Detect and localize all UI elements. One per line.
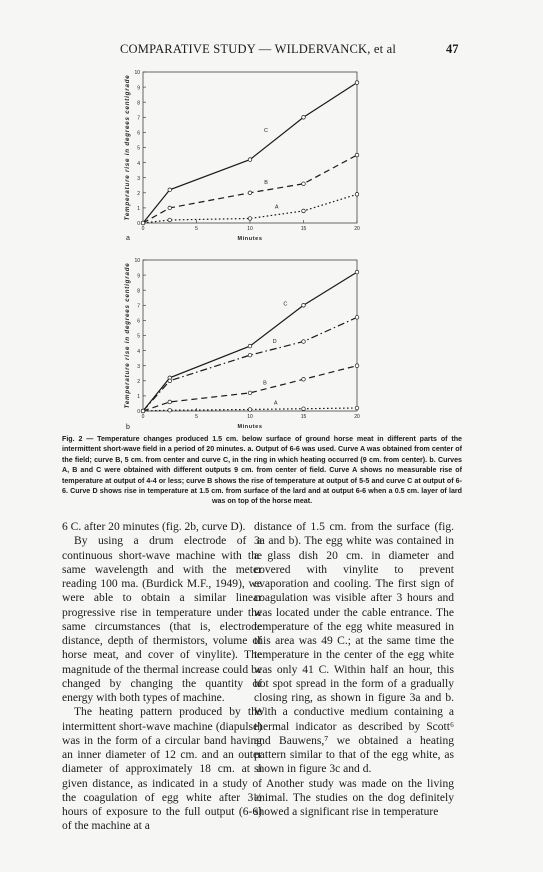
series-label: D: [272, 338, 277, 345]
y-tick-label: 2: [137, 379, 140, 385]
data-point: [355, 406, 359, 410]
data-point: [168, 188, 172, 192]
x-axis-label: Minutes: [237, 236, 263, 242]
figure-2a-chart: [0, 60, 543, 250]
page-number: 47: [446, 42, 459, 56]
x-tick-label: 10: [247, 414, 253, 420]
series-line-B: [143, 155, 357, 223]
figure-caption: Fig. 2 — Temperature changes produced 1.5 cm. below surface of ground horse meat in different parts of the intermittent short-wave field in a period of 20 minutes. a. Output of 6-6 was used. Curve A was obtained from center of the field; curve B, 5 cm. from center and curve C, in the ring in which heating occurred (9 cm. from center). b. Curves A, B and C were obtained with different outputs 9 cm. from center of field. Curve A shows no measurable rise of temperature at output of 4-4 or less; curve B shows the rise of temperature at output of 5-5 and curve C at output of 6-6. Curve D shows rise in temperature at 1.5 cm. from surface of the lard and at output 6-6 when a 0.5 cm. layer of lard was on top of the horse meat.: [62, 435, 462, 506]
x-tick-label: 0: [141, 414, 145, 420]
y-tick-label: 9: [137, 273, 140, 280]
y-tick-label: 6: [137, 130, 140, 137]
series-line-B: [143, 366, 357, 411]
y-tick-label: 8: [137, 288, 140, 295]
series-label: B: [264, 180, 268, 187]
y-tick-label: 2: [137, 191, 140, 197]
x-tick-label: 0: [141, 226, 145, 232]
data-point: [168, 408, 172, 412]
x-tick-label: 20: [354, 414, 360, 420]
data-point: [141, 409, 145, 413]
data-point: [248, 217, 252, 221]
y-tick-label: 5: [137, 145, 140, 152]
x-tick-label: 5: [195, 226, 198, 232]
y-tick-label: 8: [137, 100, 140, 107]
y-tick-label: 3: [137, 175, 140, 182]
y-tick-label: 10: [134, 258, 140, 265]
paragraph: 6 C. after 20 minutes (fig. 2b, curve D).: [62, 521, 246, 533]
panel-label: a: [126, 235, 130, 242]
data-point: [248, 191, 252, 195]
data-point: [248, 408, 252, 412]
y-tick-label: 1: [137, 206, 140, 213]
y-tick-label: 9: [137, 85, 140, 92]
x-axis-label: Minutes: [237, 424, 263, 430]
data-point: [168, 379, 172, 383]
y-axis-label: Temperature rise in degrees centigrade: [124, 262, 131, 409]
y-tick-label: 10: [134, 70, 140, 77]
running-header: COMPARATIVE STUDY — WILDERVANCK, et al: [120, 42, 397, 56]
x-tick-label: 10: [247, 226, 253, 232]
data-point: [355, 153, 359, 157]
series-label: B: [263, 380, 267, 387]
y-axis-label: Temperature rise in degrees centigrade: [124, 74, 131, 221]
panel-label: b: [126, 424, 130, 431]
y-tick-label: 7: [137, 115, 140, 122]
data-point: [355, 81, 359, 85]
y-tick-label: 0: [137, 409, 140, 416]
x-tick-label: 15: [300, 226, 307, 232]
data-point: [355, 316, 359, 320]
data-point: [302, 407, 306, 411]
data-point: [302, 304, 306, 308]
plot-frame: [143, 260, 357, 411]
y-tick-label: 4: [137, 160, 140, 167]
paragraph: The heating pattern produced by the intermittent short-wave machine (diapulse) was in the form of a circular band having an inner diameter of 12 cm. and an outer diameter of approximately 18 cm. at a given distance, as indicated in a study of the coagulation of egg white after 3½ hours of exposure to the full output (6-6) of the machine at a: [62, 706, 262, 833]
paragraph: By using a drum electrode of a continuous short-wave machine with the same wavelength and with the meter reading 100 ma. (Burdick M.F., 1949), we were able to obtain a similar linear progressive rise in temperature under the same circumstances (that is, electrode distance, depth of thermistors, volume of horse meat, and cover of vinylite). The magnitude of the thermal increase could be changed by changing the quantity of energy with both types of machine.: [62, 535, 262, 704]
y-tick-label: 3: [137, 363, 140, 370]
data-point: [302, 182, 306, 186]
series-line-C: [143, 83, 357, 223]
x-tick-label: 20: [354, 226, 360, 232]
series-line-D: [143, 317, 357, 411]
x-tick-label: 5: [195, 414, 198, 420]
data-point: [248, 344, 252, 348]
body-column-left: [62, 520, 262, 834]
y-tick-label: 6: [137, 318, 140, 325]
y-tick-label: 4: [137, 348, 140, 355]
data-point: [248, 158, 252, 162]
data-point: [248, 353, 252, 357]
data-point: [248, 391, 252, 395]
data-point: [141, 221, 145, 225]
paragraph: distance of 1.5 cm. from the surface (fig. 3a and b). The egg white was contained in a glass dish 20 cm. in diameter and covered with vinylite to prevent evaporation and cooling. The first sign of coagulation was visible after 3 hours and was located under the cable entrance. The temperature of the egg white measured in this area was 49 C.; at the same time the temperature in the center of the egg white was only 41 C. Within half an hour, this hot spot spread in the form of a gradually closing ring, as shown in figure 3a and b. With a conductive medium containing a thermal indicator as described by Scott⁶ and Bauwens,⁷ we obtained a heating pattern similar to that of the egg white, as shown in figure 3c and d.: [254, 521, 454, 776]
data-point: [355, 193, 359, 197]
paragraph: Another study was made on the living animal. The studies on the dog definitely showed a significant rise in temperature: [254, 777, 454, 818]
data-point: [168, 400, 172, 404]
series-line-C: [143, 272, 357, 411]
y-tick-label: 1: [137, 394, 140, 401]
series-label: A: [274, 204, 279, 211]
series-label: C: [283, 301, 288, 308]
y-tick-label: 5: [137, 333, 140, 340]
data-point: [168, 218, 172, 222]
data-point: [355, 364, 359, 368]
plot-frame: [143, 72, 357, 223]
series-label: A: [273, 400, 278, 407]
data-point: [302, 377, 306, 381]
data-point: [355, 270, 359, 274]
figure-2b-chart: [0, 248, 543, 438]
body-column-right: [254, 520, 454, 819]
x-tick-label: 15: [300, 414, 307, 420]
y-tick-label: 0: [137, 221, 140, 228]
data-point: [302, 116, 306, 120]
data-point: [302, 340, 306, 344]
data-point: [168, 206, 172, 210]
y-tick-label: 7: [137, 303, 140, 310]
series-label: C: [264, 127, 269, 134]
data-point: [302, 209, 306, 213]
